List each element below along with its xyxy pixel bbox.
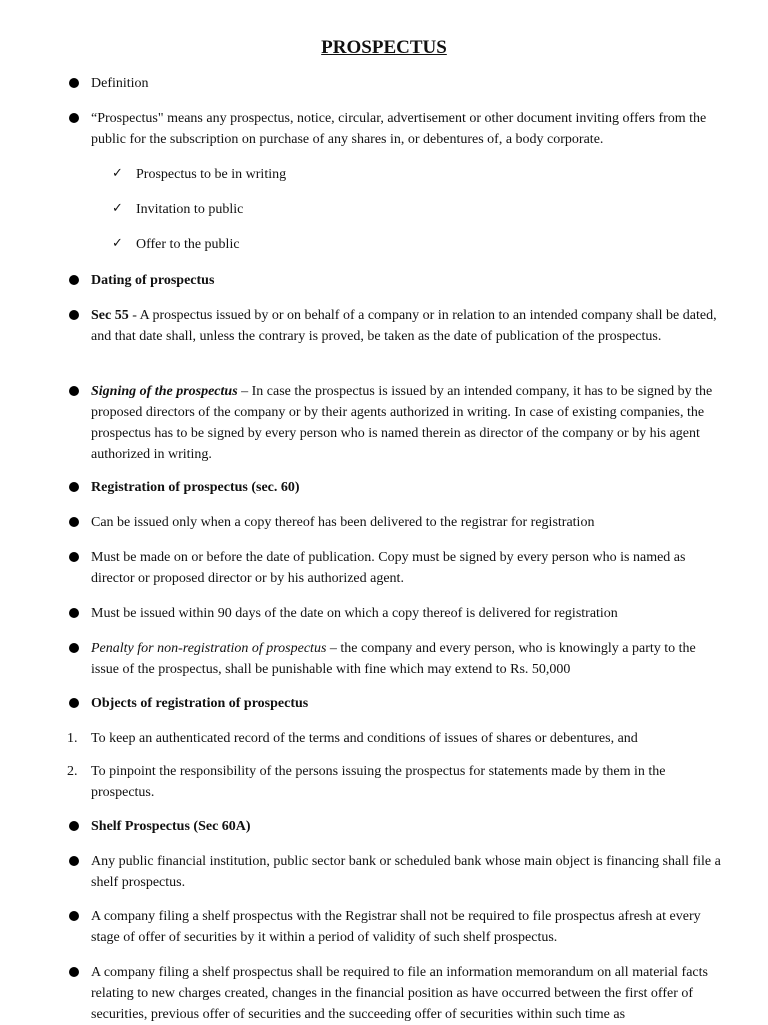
heading-text: Registration of prospectus (sec. 60) [91, 480, 300, 495]
bullet-icon [69, 482, 79, 492]
item-number: 2. [67, 764, 78, 779]
item-text: Any public financial institution, public sector bank or scheduled bank whose main object is financing shall file a shelf prospectus. [91, 854, 721, 890]
list-item [91, 547, 724, 589]
item-text: To keep an authenticated record of the terms and conditions of issues of shares or debentures, and [91, 731, 638, 746]
item-text: – In case the prospectus is issued by an intended company, it has to be signed by the proposed directors of the company or by their agents authorized in writing. In case of existing companies, the prospectus has to be signed by every person who is named therein as director of the company or by his agent authorized in writing. [91, 384, 713, 462]
item-text: Can be issued only when a copy thereof has been delivered to the registrar for registration [91, 515, 595, 530]
checklist-item [112, 199, 724, 220]
list-item [91, 603, 724, 624]
bullet-icon [69, 911, 79, 921]
bullet-icon [69, 113, 79, 123]
list-item [91, 381, 724, 465]
bullet-icon [69, 856, 79, 866]
list-item [91, 906, 724, 948]
item-text: A company filing a shelf prospectus with the Registrar shall not be required to file prospectus afresh at every stage of offer of securities by it within a period of validity of such shelf prospectus. [91, 909, 701, 945]
item-text: - A prospectus issued by or on behalf of a company or in relation to an intended company shall be dated, and that date shall, unless the contrary is proved, be taken as the date of publication of the prospectus. [91, 308, 717, 344]
heading-text: Shelf Prospectus (Sec 60A) [91, 819, 251, 834]
list-item [91, 962, 724, 1025]
item-text: Invitation to public [136, 202, 244, 217]
bullet-icon [69, 643, 79, 653]
item-number: 1. [67, 731, 78, 746]
bullet-icon [69, 967, 79, 977]
list-item [91, 638, 724, 680]
item-text: – the company and every person, who is knowingly a party to the issue of the prospectus, shall be punishable with fine which may extend to Rs. 50,000 [91, 641, 696, 677]
numbered-item [67, 761, 724, 803]
bullet-icon [69, 517, 79, 527]
bullet-icon [69, 78, 79, 88]
item-text: Must be issued within 90 days of the date on which a copy thereof is delivered for registration [91, 606, 618, 621]
heading-text: Dating of prospectus [91, 273, 215, 288]
list-item [91, 851, 724, 893]
heading-text: Objects of registration of prospectus [91, 696, 309, 711]
checkmark-icon: ✓ [112, 236, 123, 251]
checkmark-icon: ✓ [112, 201, 123, 216]
list-item [91, 73, 724, 94]
checklist-item [112, 164, 724, 185]
item-text: Prospectus to be in writing [136, 167, 287, 182]
list-item [91, 305, 724, 347]
signing-label: Signing of the prospectus [91, 384, 238, 399]
penalty-label: Penalty for non-registration of prospectus [91, 641, 327, 656]
page-title: PROSPECTUS [321, 37, 447, 58]
item-text: Must be made on or before the date of publication. Copy must be signed by every person who is named as director or proposed director or by his authorized agent. [91, 550, 686, 586]
section-heading [91, 270, 724, 291]
numbered-item [67, 728, 724, 749]
bullet-icon [69, 821, 79, 831]
bullet-icon [69, 275, 79, 285]
list-item [91, 512, 724, 533]
item-text: Offer to the public [136, 237, 240, 252]
bullet-icon [69, 552, 79, 562]
item-text: A company filing a shelf prospectus shall be required to file an information memorandum on all material facts relating to new charges created, changes in the financial position as have occurred between the first offer of securities, previous offer of securities and the succeeding offer of securities within such time as [91, 965, 708, 1022]
bullet-icon [69, 608, 79, 618]
section-heading [91, 477, 724, 498]
item-text: Definition [91, 76, 149, 91]
item-text: To pinpoint the responsibility of the persons issuing the prospectus for statements made by them in the prospectus. [91, 764, 666, 800]
section-heading [91, 816, 724, 837]
section-heading [91, 693, 724, 714]
bullet-icon [69, 310, 79, 320]
bullet-icon [69, 386, 79, 396]
list-item [91, 108, 724, 150]
item-text: “Prospectus" means any prospectus, notice, circular, advertisement or other document inviting offers from the public for the subscription on purchase of any shares in, or debentures of, a body corporate. [91, 111, 707, 147]
checkmark-icon: ✓ [112, 166, 123, 181]
checklist-item [112, 234, 724, 255]
sec55-label: Sec 55 [91, 308, 129, 323]
bullet-icon [69, 698, 79, 708]
